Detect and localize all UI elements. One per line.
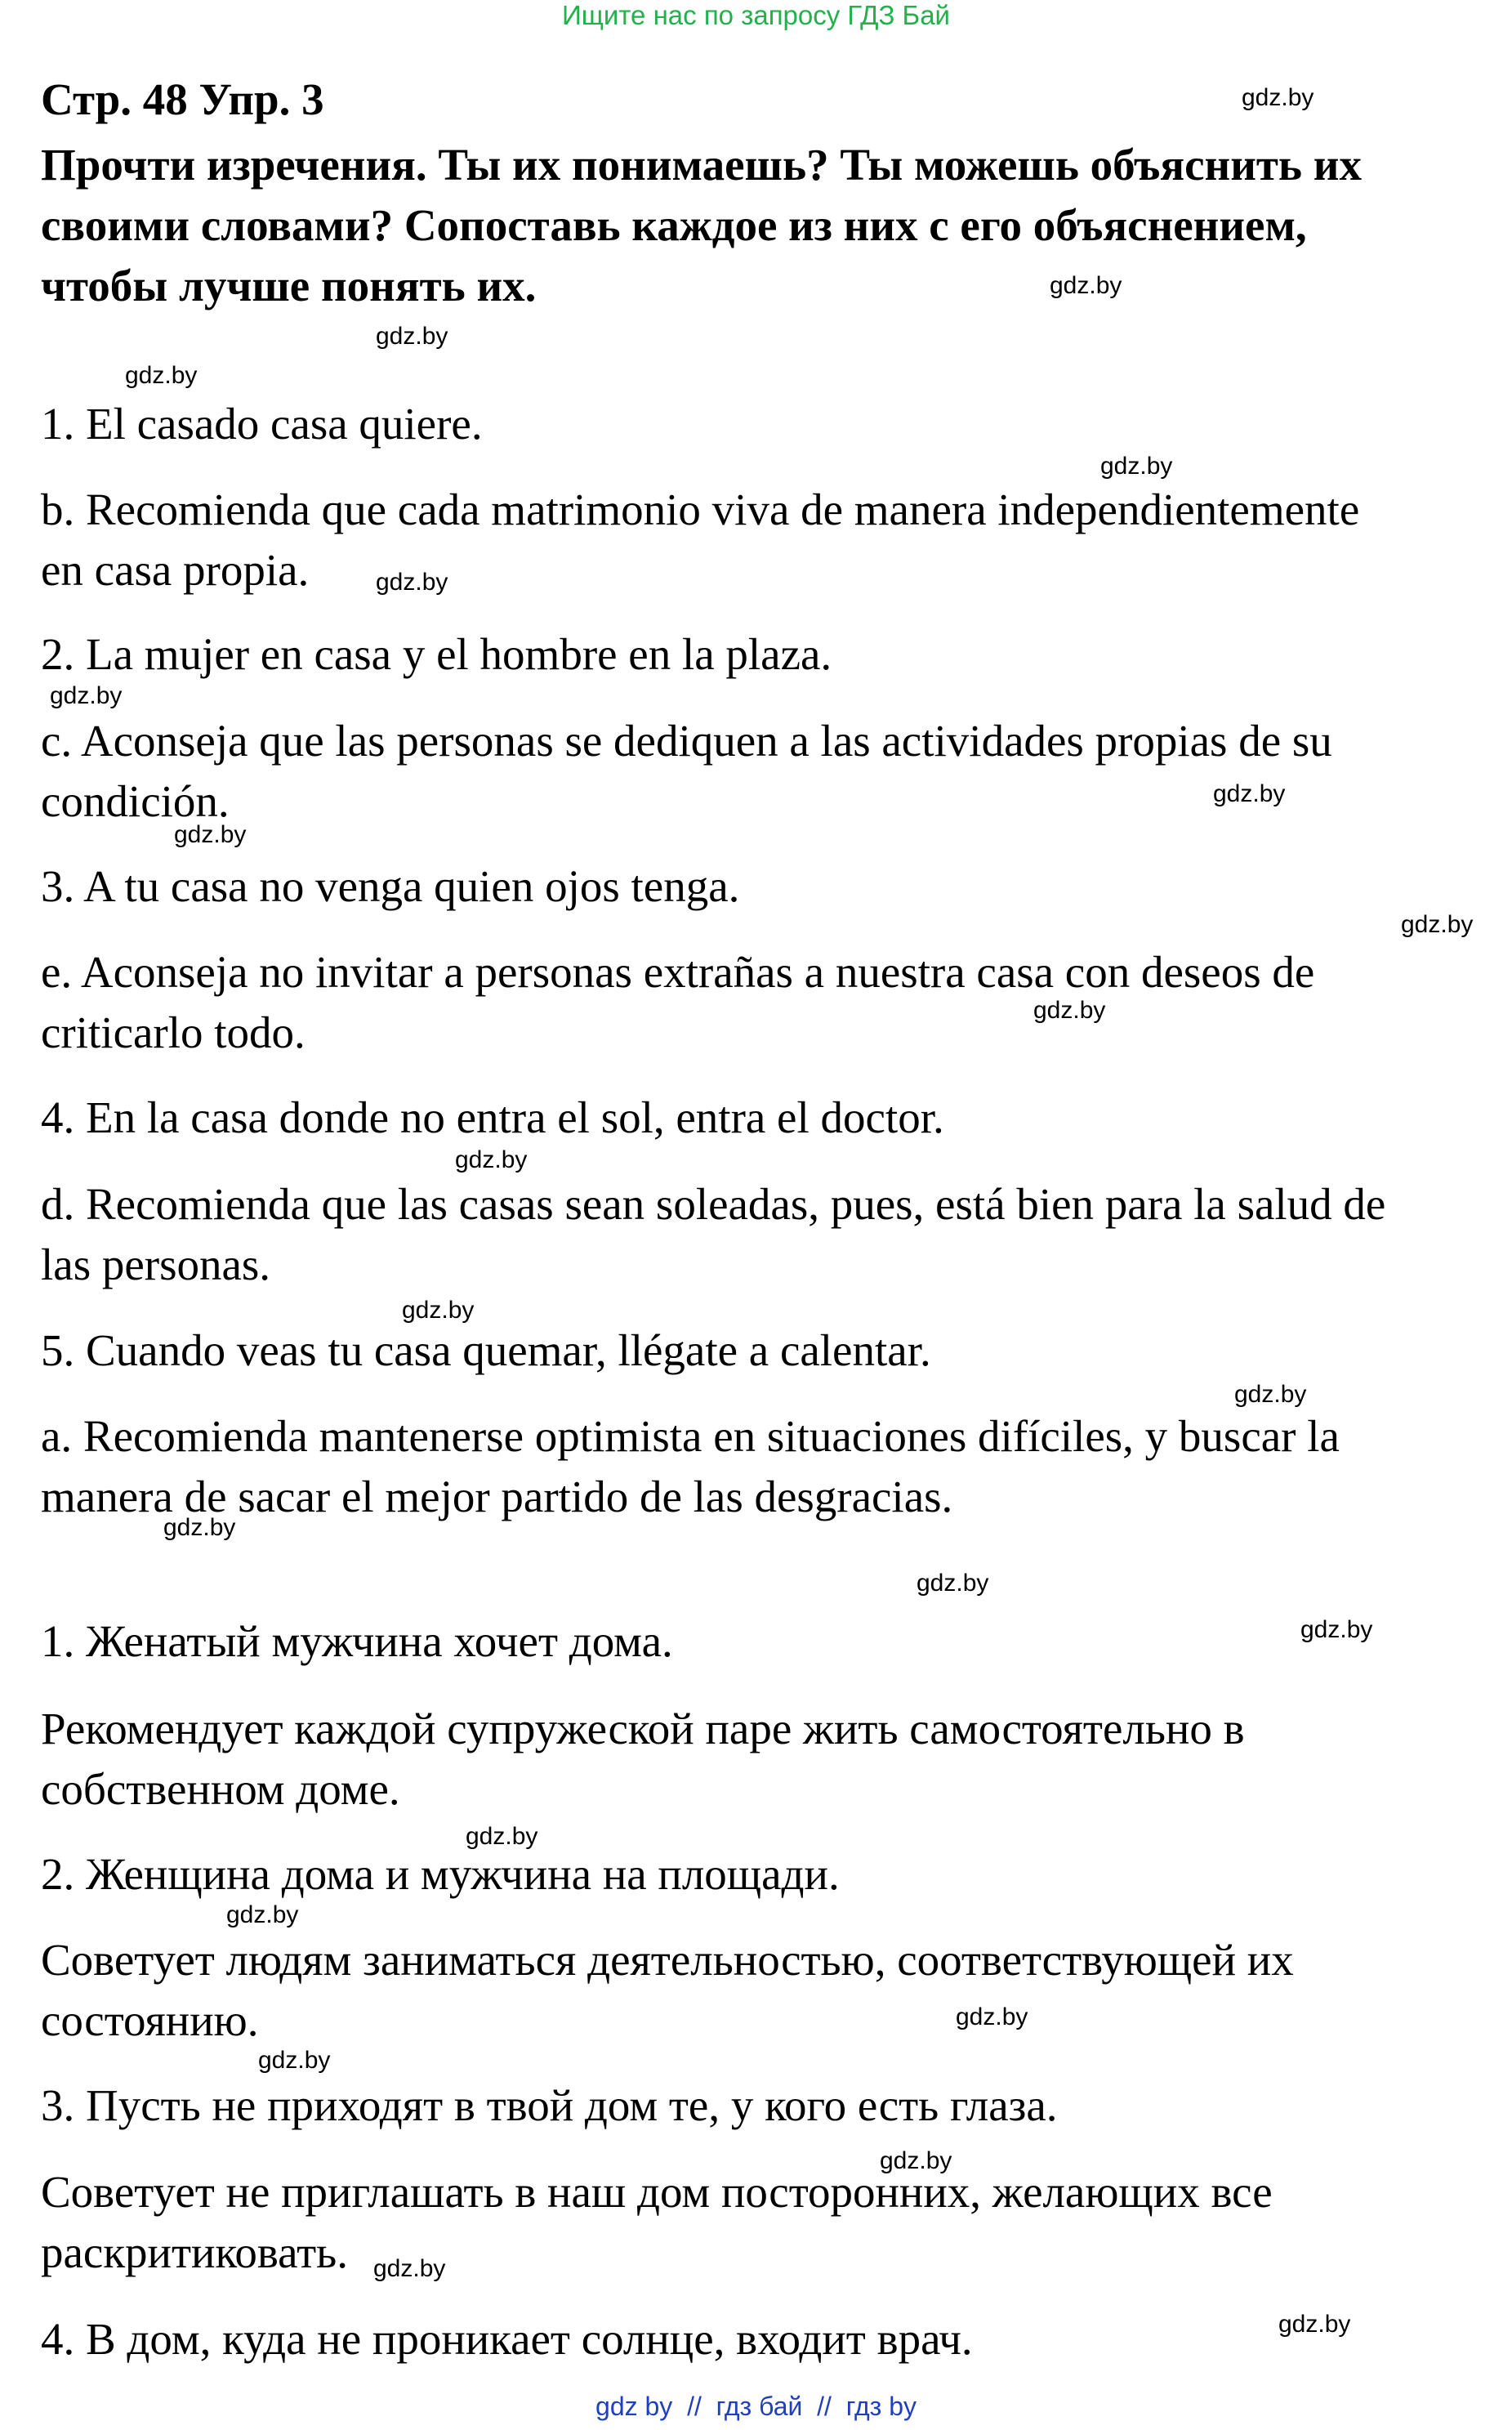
- spanish-line: en casa propia.: [41, 545, 310, 595]
- watermark: gdz.by: [1300, 1616, 1373, 1643]
- russian-line: Советует людям заниматься деятельностью, соответствующей их: [41, 1935, 1294, 1985]
- spanish-line: 5. Cuando veas tu casa quemar, llégate a calentar.: [41, 1325, 931, 1375]
- watermark: gdz.by: [956, 2003, 1028, 2030]
- watermark: gdz.by: [1278, 2311, 1351, 2338]
- russian-line: состоянию.: [41, 1995, 259, 2045]
- russian-line: 1. Женатый мужчина хочет дома.: [41, 1616, 673, 1666]
- watermark: gdz.by: [1242, 84, 1314, 111]
- watermark: gdz.by: [917, 1570, 989, 1597]
- watermark: gdz.by: [373, 2255, 446, 2282]
- watermark: gdz.by: [1234, 1381, 1307, 1408]
- russian-line: Советует не приглашать в наш дом посторонних, желающих все: [41, 2167, 1273, 2217]
- spanish-line: 1. El casado casa quiere.: [41, 399, 483, 449]
- watermark: gdz.by: [1100, 453, 1173, 480]
- watermark: gdz.by: [258, 2047, 331, 2074]
- watermark: gdz.by: [50, 682, 123, 709]
- task-line: своими словами? Сопоставь каждое из них с его объяснением,: [41, 200, 1307, 250]
- task-line: чтобы лучше понять их.: [41, 261, 537, 310]
- task-line: Прочти изречения. Ты их понимаешь? Ты можешь объяснить их: [41, 140, 1362, 190]
- task-instructions: [41, 135, 1479, 316]
- watermark: gdz.by: [1401, 911, 1474, 938]
- russian-line: Рекомендует каждой супружеской паре жить самостоятельно в: [41, 1704, 1245, 1753]
- russian-line: 4. В дом, куда не проникает солнце, входит врач.: [41, 2314, 973, 2364]
- watermark: gdz.by: [1033, 997, 1106, 1024]
- spanish-line: e. Aconseja no invitar a personas extrañas a nuestra casa con deseos de: [41, 947, 1315, 997]
- russian-line: собственном доме.: [41, 1764, 400, 1814]
- top-banner[interactable]: Ищите нас по запросу ГДЗ Бай: [562, 0, 950, 30]
- watermark: gdz.by: [226, 1901, 299, 1928]
- watermark: gdz.by: [376, 323, 448, 350]
- spanish-line: 2. La mujer en casa y el hombre en la plaza.: [41, 629, 832, 679]
- watermark: gdz.by: [402, 1297, 475, 1324]
- watermark: gdz.by: [455, 1146, 528, 1173]
- watermark: gdz.by: [1050, 272, 1122, 299]
- spanish-line: d. Recomienda que las casas sean soleadas, pues, está bien para la salud de: [41, 1179, 1386, 1229]
- watermark: gdz.by: [1213, 780, 1286, 807]
- spanish-line: 3. A tu casa no venga quien ojos tenga.: [41, 861, 740, 911]
- spanish-line: c. Aconseja que las personas se dediquen a las actividades propias de su: [41, 716, 1332, 766]
- watermark: gdz.by: [376, 569, 448, 596]
- bottom-banner[interactable]: gdz by // гдз бай // гдз by: [595, 2392, 917, 2421]
- russian-line: раскритиковать.: [41, 2227, 348, 2277]
- russian-line: 2. Женщина дома и мужчина на площади.: [41, 1849, 840, 1899]
- spanish-line: criticarlo todo.: [41, 1007, 306, 1057]
- watermark: gdz.by: [125, 362, 198, 389]
- watermark: gdz.by: [174, 821, 247, 848]
- spanish-line: 4. En la casa donde no entra el sol, entra el doctor.: [41, 1092, 944, 1142]
- page-title: Стр. 48 Упр. 3: [41, 74, 324, 124]
- spanish-line: manera de sacar el mejor partido de las desgracias.: [41, 1472, 953, 1521]
- watermark: gdz.by: [163, 1514, 236, 1541]
- russian-line: 3. Пусть не приходят в твой дом те, у кого есть глаза.: [41, 2080, 1058, 2130]
- spanish-line: a. Recomienda mantenerse optimista en situaciones difíciles, y buscar la: [41, 1411, 1340, 1461]
- watermark: gdz.by: [880, 2147, 952, 2174]
- spanish-line: condición.: [41, 776, 230, 826]
- spanish-line: las personas.: [41, 1240, 271, 1289]
- spanish-line: b. Recomienda que cada matrimonio viva de manera independientemente: [41, 485, 1360, 534]
- watermark: gdz.by: [466, 1823, 538, 1850]
